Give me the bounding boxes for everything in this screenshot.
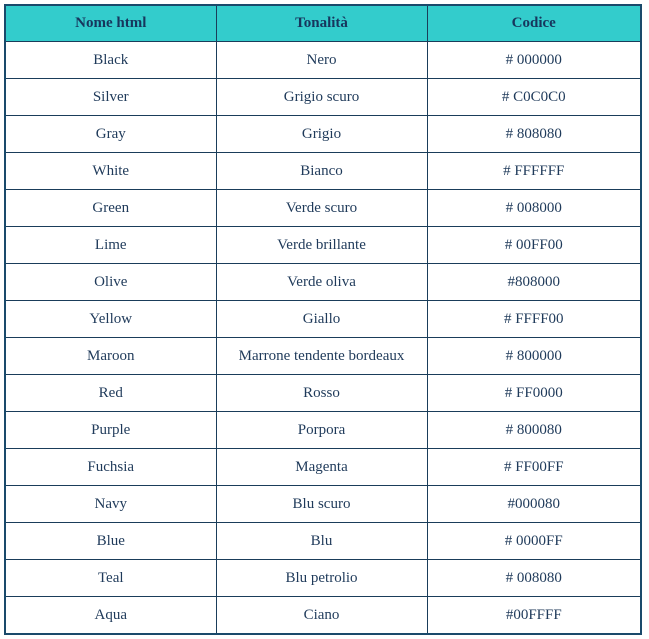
table-row bbox=[5, 597, 641, 635]
cell-nome-html: Olive bbox=[5, 264, 216, 301]
table-row bbox=[5, 79, 641, 116]
table-row bbox=[5, 116, 641, 153]
cell-tonalita: Blu scuro bbox=[216, 486, 427, 523]
cell-codice: # 0000FF bbox=[427, 523, 641, 560]
header-nome-html: Nome html bbox=[5, 5, 216, 42]
cell-nome-html: Teal bbox=[5, 560, 216, 597]
cell-codice: #000080 bbox=[427, 486, 641, 523]
cell-tonalita: Verde brillante bbox=[216, 227, 427, 264]
table-row bbox=[5, 560, 641, 597]
table-row bbox=[5, 301, 641, 338]
cell-tonalita: Rosso bbox=[216, 375, 427, 412]
cell-codice: # FFFFFF bbox=[427, 153, 641, 190]
cell-codice: # 008000 bbox=[427, 190, 641, 227]
cell-tonalita: Verde oliva bbox=[216, 264, 427, 301]
cell-codice: # 800000 bbox=[427, 338, 641, 375]
cell-nome-html: Navy bbox=[5, 486, 216, 523]
cell-nome-html: Fuchsia bbox=[5, 449, 216, 486]
table-row bbox=[5, 449, 641, 486]
cell-nome-html: Maroon bbox=[5, 338, 216, 375]
header-tonalita: Tonalità bbox=[216, 5, 427, 42]
cell-codice: #00FFFF bbox=[427, 597, 641, 635]
cell-nome-html: Aqua bbox=[5, 597, 216, 635]
cell-tonalita: Verde scuro bbox=[216, 190, 427, 227]
cell-codice: # 00FF00 bbox=[427, 227, 641, 264]
cell-tonalita: Magenta bbox=[216, 449, 427, 486]
cell-codice: # FF00FF bbox=[427, 449, 641, 486]
table-row bbox=[5, 42, 641, 79]
cell-codice: # 808080 bbox=[427, 116, 641, 153]
table-body bbox=[5, 42, 641, 635]
cell-tonalita: Porpora bbox=[216, 412, 427, 449]
cell-nome-html: Lime bbox=[5, 227, 216, 264]
table-row bbox=[5, 153, 641, 190]
cell-nome-html: Yellow bbox=[5, 301, 216, 338]
cell-tonalita: Giallo bbox=[216, 301, 427, 338]
cell-tonalita: Nero bbox=[216, 42, 427, 79]
table-row bbox=[5, 264, 641, 301]
cell-nome-html: Purple bbox=[5, 412, 216, 449]
html-color-table bbox=[4, 4, 642, 635]
table-row bbox=[5, 190, 641, 227]
cell-codice: #808000 bbox=[427, 264, 641, 301]
table-header-row bbox=[5, 5, 641, 42]
cell-tonalita: Grigio bbox=[216, 116, 427, 153]
cell-nome-html: Silver bbox=[5, 79, 216, 116]
cell-tonalita: Marrone tendente bordeaux bbox=[216, 338, 427, 375]
cell-codice: # 800080 bbox=[427, 412, 641, 449]
table-row bbox=[5, 375, 641, 412]
cell-tonalita: Blu petrolio bbox=[216, 560, 427, 597]
cell-nome-html: White bbox=[5, 153, 216, 190]
cell-tonalita: Grigio scuro bbox=[216, 79, 427, 116]
cell-nome-html: Black bbox=[5, 42, 216, 79]
cell-nome-html: Green bbox=[5, 190, 216, 227]
table-row bbox=[5, 486, 641, 523]
cell-tonalita: Blu bbox=[216, 523, 427, 560]
header-codice: Codice bbox=[427, 5, 641, 42]
cell-tonalita: Ciano bbox=[216, 597, 427, 635]
table-row bbox=[5, 338, 641, 375]
cell-codice: # 000000 bbox=[427, 42, 641, 79]
cell-nome-html: Blue bbox=[5, 523, 216, 560]
cell-codice: # FFFF00 bbox=[427, 301, 641, 338]
cell-codice: # 008080 bbox=[427, 560, 641, 597]
cell-codice: # FF0000 bbox=[427, 375, 641, 412]
table-row bbox=[5, 227, 641, 264]
cell-nome-html: Gray bbox=[5, 116, 216, 153]
table-row bbox=[5, 412, 641, 449]
cell-nome-html: Red bbox=[5, 375, 216, 412]
table-row bbox=[5, 523, 641, 560]
cell-tonalita: Bianco bbox=[216, 153, 427, 190]
cell-codice: # C0C0C0 bbox=[427, 79, 641, 116]
